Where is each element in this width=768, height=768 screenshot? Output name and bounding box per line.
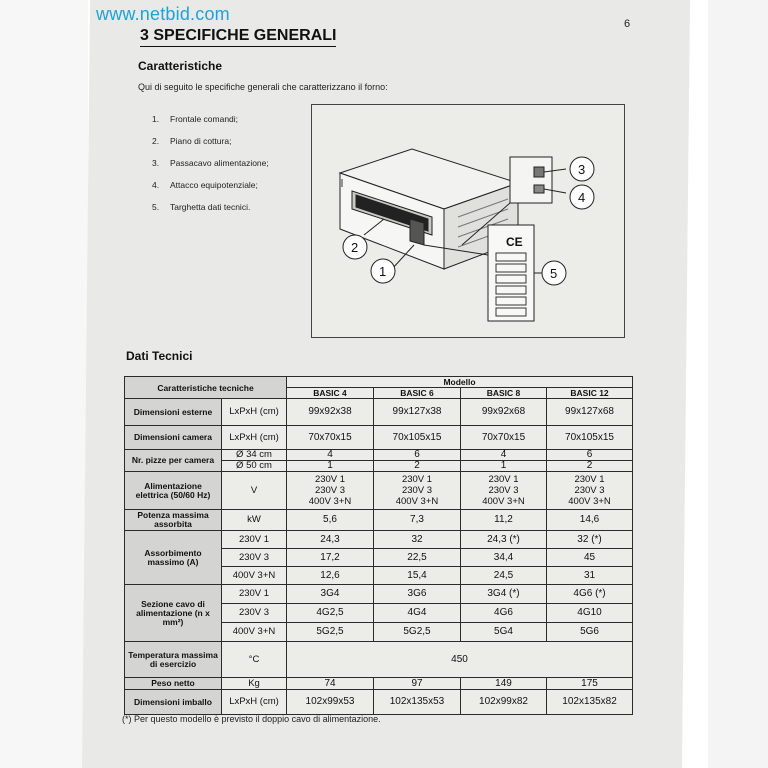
callout-3 bbox=[570, 157, 594, 181]
callout-1-label: 1 bbox=[379, 264, 387, 279]
table-cell: 1 bbox=[287, 461, 374, 472]
list-item-number: 1. bbox=[152, 114, 160, 124]
model-group-header: Modello bbox=[287, 377, 633, 388]
row-unit: LxPxH (cm) bbox=[222, 690, 287, 715]
table-cell: 24,5 bbox=[461, 567, 547, 585]
table-cell: 70x105x15 bbox=[547, 426, 633, 450]
section-title: 3 SPECIFICHE GENERALI bbox=[140, 27, 336, 47]
table-cell: 102x99x82 bbox=[461, 690, 547, 715]
row-label: Dimensioni imballo bbox=[125, 690, 222, 715]
page-number: 6 bbox=[624, 18, 631, 30]
supply-line: 230V 1 bbox=[574, 474, 605, 485]
supply-line: 400V 3+N bbox=[482, 496, 525, 507]
table-row bbox=[125, 678, 633, 690]
table-cell: 34,4 bbox=[461, 549, 547, 567]
oven-figure bbox=[311, 104, 625, 338]
table-cell: 102x135x82 bbox=[547, 690, 633, 715]
technical-data-heading: Dati Tecnici bbox=[126, 349, 193, 363]
footnote: (*) Per questo modello è previsto il doppio cavo di alimentazione. bbox=[122, 714, 381, 724]
table-cell: 99x92x38 bbox=[287, 399, 374, 426]
table-row bbox=[125, 450, 633, 461]
table-cell: 11,2 bbox=[461, 510, 547, 531]
callout-2 bbox=[343, 235, 367, 259]
table-cell: 4 bbox=[287, 450, 374, 461]
table-row bbox=[125, 690, 633, 715]
list-item-number: 5. bbox=[152, 202, 160, 212]
list-item bbox=[152, 202, 269, 224]
table-cell: 5G2,5 bbox=[287, 623, 374, 642]
table-cell: 5,6 bbox=[287, 510, 374, 531]
table-row bbox=[125, 585, 633, 604]
row-label: Potenza massima assorbita bbox=[125, 510, 222, 531]
table-cell: 97 bbox=[374, 678, 461, 690]
list-item-label: Passacavo alimentazione; bbox=[170, 158, 269, 168]
row-unit: LxPxH (cm) bbox=[222, 426, 287, 450]
background-right bbox=[708, 0, 768, 768]
row-unit: 230V 3 bbox=[222, 604, 287, 623]
row-unit: Ø 50 cm bbox=[222, 461, 287, 472]
model-header: BASIC 4 bbox=[287, 388, 374, 399]
table-row bbox=[125, 426, 633, 450]
supply-line: 400V 3+N bbox=[568, 496, 611, 507]
table-cell bbox=[547, 472, 633, 510]
characteristics-heading: Caratteristiche bbox=[138, 59, 223, 73]
table-cell: 1 bbox=[461, 461, 547, 472]
table-cell: 24,3 (*) bbox=[461, 531, 547, 549]
technical-data-table bbox=[124, 376, 633, 715]
table-cell: 99x92x68 bbox=[461, 399, 547, 426]
table-cell: 102x135x53 bbox=[374, 690, 461, 715]
model-header: BASIC 12 bbox=[547, 388, 633, 399]
row-label: Dimensioni esterne bbox=[125, 399, 222, 426]
row-unit: 230V 1 bbox=[222, 531, 287, 549]
table-cell: 15,4 bbox=[374, 567, 461, 585]
callout-2-label: 2 bbox=[351, 240, 359, 255]
table-cell: 74 bbox=[287, 678, 374, 690]
table-cell: 3G4 bbox=[287, 585, 374, 604]
supply-line: 230V 3 bbox=[401, 485, 433, 496]
table-cell: 4G6 (*) bbox=[547, 585, 633, 604]
list-item bbox=[152, 114, 269, 136]
list-item-number: 4. bbox=[152, 180, 160, 190]
table-cell: 99x127x38 bbox=[374, 399, 461, 426]
supply-line: 230V 3 bbox=[488, 485, 519, 496]
table-cell: 3G6 bbox=[374, 585, 461, 604]
table-cell: 2 bbox=[374, 461, 461, 472]
callout-5 bbox=[542, 261, 566, 285]
list-item-number: 3. bbox=[152, 158, 160, 168]
table-cell: 175 bbox=[547, 678, 633, 690]
row-label: Peso netto bbox=[125, 678, 222, 690]
callout-4-label: 4 bbox=[578, 190, 586, 205]
table-cell: 149 bbox=[461, 678, 547, 690]
table-cell: 70x70x15 bbox=[287, 426, 374, 450]
table-cell bbox=[287, 472, 374, 510]
table-cell: 32 bbox=[374, 531, 461, 549]
table-cell: 22,5 bbox=[374, 549, 461, 567]
table-cell: 6 bbox=[547, 450, 633, 461]
supply-line: 230V 3 bbox=[314, 485, 346, 496]
table-cell: 5G6 bbox=[547, 623, 633, 642]
table-cell: 31 bbox=[547, 567, 633, 585]
supply-line: 230V 1 bbox=[401, 474, 433, 485]
model-header: BASIC 8 bbox=[461, 388, 547, 399]
row-unit: 400V 3+N bbox=[222, 567, 287, 585]
ce-mark: CE bbox=[506, 235, 523, 249]
table-cell: 2 bbox=[547, 461, 633, 472]
list-item-number: 2. bbox=[152, 136, 160, 146]
list-item-label: Targhetta dati tecnici. bbox=[170, 202, 251, 212]
table-cell: 450 bbox=[287, 642, 633, 678]
row-unit: Kg bbox=[222, 678, 287, 690]
table-cell: 70x105x15 bbox=[374, 426, 461, 450]
supply-line: 400V 3+N bbox=[395, 496, 439, 507]
table-row bbox=[125, 399, 633, 426]
characteristics-intro: Qui di seguito le specifiche generali che caratterizzano il forno: bbox=[138, 82, 388, 92]
supply-line: 230V 1 bbox=[314, 474, 346, 485]
table-cell: 3G4 (*) bbox=[461, 585, 547, 604]
table-cell: 102x99x53 bbox=[287, 690, 374, 715]
table-row bbox=[125, 642, 633, 678]
list-item-label: Frontale comandi; bbox=[170, 114, 239, 124]
table-cell: 4G4 bbox=[374, 604, 461, 623]
table-row bbox=[125, 472, 633, 510]
background-left bbox=[0, 0, 88, 768]
row-unit: LxPxH (cm) bbox=[222, 399, 287, 426]
callout-4 bbox=[570, 185, 594, 209]
table-row bbox=[125, 531, 633, 549]
model-header: BASIC 6 bbox=[374, 388, 461, 399]
characteristics-list bbox=[152, 114, 269, 224]
row-label: Alimentazione elettrica (50/60 Hz) bbox=[125, 472, 222, 510]
row-unit: kW bbox=[222, 510, 287, 531]
row-unit: 400V 3+N bbox=[222, 623, 287, 642]
table-cell: 5G4 bbox=[461, 623, 547, 642]
table-row bbox=[125, 510, 633, 531]
table-cell: 4G6 bbox=[461, 604, 547, 623]
table-cell: 70x70x15 bbox=[461, 426, 547, 450]
row-label: Assorbimento massimo (A) bbox=[125, 531, 222, 585]
callout-1 bbox=[371, 259, 395, 283]
row-label: Sezione cavo di alimentazione (n x mm²) bbox=[125, 585, 222, 642]
oven-illustration bbox=[312, 105, 624, 337]
list-item bbox=[152, 180, 269, 202]
callout-3-label: 3 bbox=[578, 162, 586, 177]
table-cell: 99x127x68 bbox=[547, 399, 633, 426]
table-cell: 32 (*) bbox=[547, 531, 633, 549]
table-cell: 12,6 bbox=[287, 567, 374, 585]
row-unit: 230V 3 bbox=[222, 549, 287, 567]
row-unit: Ø 34 cm bbox=[222, 450, 287, 461]
table-cell: 4 bbox=[461, 450, 547, 461]
row-label: Dimensioni camera bbox=[125, 426, 222, 450]
watermark: www.netbid.com bbox=[96, 4, 230, 24]
table-cell: 14,6 bbox=[547, 510, 633, 531]
table-cell: 24,3 bbox=[287, 531, 374, 549]
row-unit: 230V 1 bbox=[222, 585, 287, 604]
supply-line: 400V 3+N bbox=[308, 496, 352, 507]
row-label: Nr. pizze per camera bbox=[125, 450, 222, 472]
row-label: Temperatura massima di esercizio bbox=[125, 642, 222, 678]
table-cell: 7,3 bbox=[374, 510, 461, 531]
list-item-label: Attacco equipotenziale; bbox=[170, 180, 258, 190]
table-cell: 4G10 bbox=[547, 604, 633, 623]
table-cell bbox=[374, 472, 461, 510]
table-cell: 4G2,5 bbox=[287, 604, 374, 623]
supply-line: 230V 3 bbox=[574, 485, 605, 496]
supply-line: 230V 1 bbox=[488, 474, 519, 485]
list-item-label: Piano di cottura; bbox=[170, 136, 232, 146]
callout-5-label: 5 bbox=[550, 266, 558, 281]
row-unit: V bbox=[222, 472, 287, 510]
table-cell: 17,2 bbox=[287, 549, 374, 567]
header-label: Caratteristiche tecniche bbox=[125, 377, 287, 399]
table-cell: 5G2,5 bbox=[374, 623, 461, 642]
table-cell bbox=[461, 472, 547, 510]
row-unit: °C bbox=[222, 642, 287, 678]
list-item bbox=[152, 158, 269, 180]
list-item bbox=[152, 136, 269, 158]
table-cell: 6 bbox=[374, 450, 461, 461]
table-cell: 45 bbox=[547, 549, 633, 567]
table-row bbox=[125, 377, 633, 388]
